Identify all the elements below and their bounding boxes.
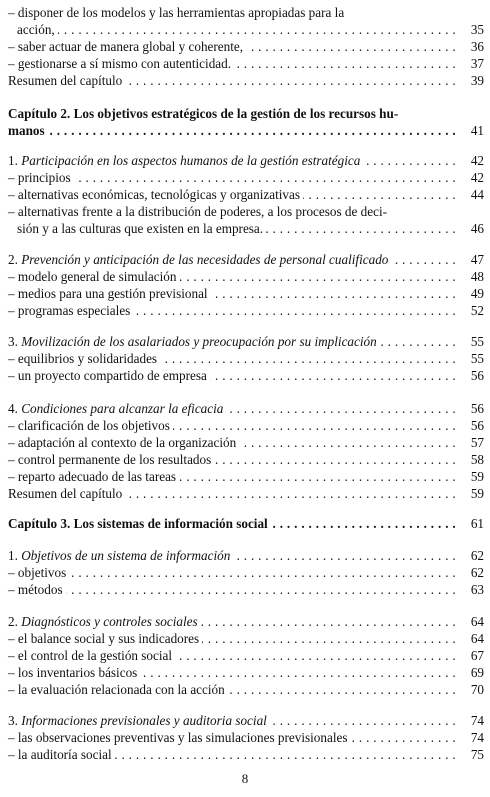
toc-entry-text: – métodos <box>8 581 66 598</box>
toc-page-number: 37 <box>458 55 484 72</box>
toc-entry-text: – alternativas frente a la distribución de poderes, a los procesos de deci- <box>8 203 390 220</box>
toc-page-number: 36 <box>458 38 484 55</box>
toc-entry <box>8 333 484 350</box>
toc-entry-text: – la auditoría social <box>8 746 115 763</box>
toc-entry-line <box>8 302 484 319</box>
toc-page-number: 52 <box>458 302 484 319</box>
toc-page-number: 59 <box>458 485 484 502</box>
toc-entry-line <box>8 681 484 698</box>
toc-entry-text: 3. Informaciones previsionales y auditoria social <box>8 712 270 729</box>
toc-page-number: 62 <box>458 564 484 581</box>
toc-page-number: 39 <box>458 72 484 89</box>
toc-page-number: 58 <box>458 451 484 468</box>
toc-page-number: 61 <box>458 515 484 532</box>
toc-page-number: 70 <box>458 681 484 698</box>
toc-entry <box>8 729 484 746</box>
toc-entry <box>8 169 484 186</box>
toc-entry <box>8 712 484 729</box>
toc-entry-line <box>8 251 484 268</box>
dot-leader <box>8 581 456 598</box>
toc-entry-text: – la evaluación relacionada con la acción <box>8 681 228 698</box>
toc-entry-line <box>8 285 484 302</box>
toc-entry <box>8 367 484 384</box>
toc-entry <box>8 72 484 89</box>
toc-entry-text: – alternativas económicas, tecnológicas y organizativas <box>8 186 303 203</box>
toc-entry <box>8 434 484 451</box>
toc-entry <box>8 647 484 664</box>
toc-entry <box>8 613 484 630</box>
toc-entry-text: manos <box>8 122 48 139</box>
dot-leader <box>8 21 456 38</box>
toc-entry-line <box>8 712 484 729</box>
toc-entry-text: – objetivos <box>8 564 69 581</box>
toc-page-number: 55 <box>458 350 484 367</box>
toc-page-number: 56 <box>458 400 484 417</box>
toc-entry <box>8 547 484 564</box>
toc-entry-text: 3. Movilización de los asalariados y preocupación por su implicación <box>8 333 380 350</box>
toc-entry-text: – adaptación al contexto de la organización <box>8 434 239 451</box>
toc-entry-text: – saber actuar de manera global y coherente, <box>8 38 246 55</box>
toc-page-number: 59 <box>458 468 484 485</box>
toc-entry-line <box>8 400 484 417</box>
toc-entry <box>8 681 484 698</box>
toc-entry-text: – programas especiales <box>8 302 133 319</box>
dot-leader <box>8 564 456 581</box>
toc-entry-line <box>8 515 484 532</box>
toc-entry <box>8 285 484 302</box>
toc-entry-line <box>8 647 484 664</box>
toc-entry <box>8 400 484 417</box>
toc-entry-line <box>8 664 484 681</box>
toc-entry-text: Resumen del capítulo <box>8 72 125 89</box>
toc-entry <box>8 581 484 598</box>
toc-entry-line <box>8 581 484 598</box>
toc-page-number: 75 <box>458 746 484 763</box>
toc-entry-text: – el balance social y sus indicadores <box>8 630 202 647</box>
toc-page-number: 42 <box>458 169 484 186</box>
toc-entry <box>8 152 484 169</box>
toc-entry <box>8 105 484 139</box>
toc-page-number: 46 <box>458 220 484 237</box>
toc-entry-line <box>8 4 484 21</box>
toc-entry-text: – disponer de los modelos y las herramientas apropiadas para la <box>8 4 347 21</box>
toc-entry <box>8 350 484 367</box>
toc-entry <box>8 664 484 681</box>
toc-entry <box>8 186 484 203</box>
toc-entry-text: acción, <box>8 21 58 38</box>
toc-entry-text: 2. Diagnósticos y controles sociales <box>8 613 201 630</box>
toc-entry-line <box>8 333 484 350</box>
toc-entry <box>8 485 484 502</box>
toc-entry-line <box>8 547 484 564</box>
toc-page-number: 62 <box>458 547 484 564</box>
toc-entry-text: – principios <box>8 169 74 186</box>
toc-entry-line <box>8 203 484 220</box>
toc-page-number: 74 <box>458 712 484 729</box>
toc-entry-text: – los inventarios básicos <box>8 664 140 681</box>
toc-entry-text: – equilibrios y solidaridades <box>8 350 160 367</box>
toc-entry-line <box>8 169 484 186</box>
toc-entry-text: – reparto adecuado de las tareas <box>8 468 179 485</box>
toc-entry-line <box>8 451 484 468</box>
toc-entry-text: – medios para una gestión previsional <box>8 285 211 302</box>
toc-page-number: 74 <box>458 729 484 746</box>
toc-entry-line <box>8 468 484 485</box>
toc-entry-text: – clarificación de los objetivos <box>8 417 173 434</box>
toc-entry-line <box>8 746 484 763</box>
toc-entry <box>8 417 484 434</box>
toc-entry <box>8 4 484 38</box>
toc-entry-line <box>8 613 484 630</box>
page-number: 8 <box>241 771 249 786</box>
toc-page-number: 55 <box>458 333 484 350</box>
toc-page-number: 64 <box>458 613 484 630</box>
toc-entry <box>8 203 484 237</box>
dot-leader <box>8 122 456 139</box>
toc-entry <box>8 55 484 72</box>
toc-entry-line <box>8 122 484 139</box>
toc-entry-text: – control permanente de los resultados <box>8 451 214 468</box>
toc-entry <box>8 268 484 285</box>
toc-page-number: 49 <box>458 285 484 302</box>
toc-entry-line <box>8 268 484 285</box>
toc-entry <box>8 515 484 532</box>
toc-entry <box>8 630 484 647</box>
toc-page-number: 35 <box>458 21 484 38</box>
toc-entry-line <box>8 367 484 384</box>
toc-entry <box>8 451 484 468</box>
toc-entry-text: – el control de la gestión social <box>8 647 175 664</box>
toc-entry-line <box>8 55 484 72</box>
toc-page-number: 69 <box>458 664 484 681</box>
toc-entry <box>8 468 484 485</box>
toc-entry-text: Capítulo 2. Los objetivos estratégicos de la gestión de los recursos hu- <box>8 105 401 122</box>
toc-page-number: 56 <box>458 417 484 434</box>
toc-entry-text: – un proyecto compartido de empresa <box>8 367 210 384</box>
toc-page-number: 41 <box>458 122 484 139</box>
toc-entry-line <box>8 152 484 169</box>
dot-leader <box>8 169 456 186</box>
toc-entry <box>8 746 484 763</box>
toc-entry-text: sión y a las culturas que existen en la empresa. <box>8 220 266 237</box>
toc-entry-text: 4. Condiciones para alcanzar la eficacia <box>8 400 226 417</box>
toc-entry <box>8 302 484 319</box>
toc-entry-line <box>8 21 484 38</box>
toc-page-number: 42 <box>458 152 484 169</box>
toc-entry-line <box>8 186 484 203</box>
toc-entry-text: 1. Participación en los aspectos humanos de la gestión estratégica <box>8 152 363 169</box>
toc-page-number: 48 <box>458 268 484 285</box>
toc-page-number: 44 <box>458 186 484 203</box>
toc-entry-text: Capítulo 3. Los sistemas de información social <box>8 515 271 532</box>
toc-page-number: 56 <box>458 367 484 384</box>
toc-entry-line <box>8 564 484 581</box>
toc-entry-text: – gestionarse a sí mismo con autenticidad. <box>8 55 234 72</box>
toc-entry-line <box>8 485 484 502</box>
toc-entry-text: – modelo general de simulación <box>8 268 179 285</box>
toc-entry <box>8 38 484 55</box>
toc-entry-line <box>8 220 484 237</box>
toc-page-number: 64 <box>458 630 484 647</box>
toc-entry-text: Resumen del capítulo <box>8 485 125 502</box>
toc-page-number: 47 <box>458 251 484 268</box>
toc-entry <box>8 251 484 268</box>
toc-page-number: 67 <box>458 647 484 664</box>
toc-page-number: 57 <box>458 434 484 451</box>
toc-entry-text: 2. Prevención y anticipación de las necesidades de personal cualificado <box>8 251 391 268</box>
toc-entry-line <box>8 350 484 367</box>
toc-entry-line <box>8 105 484 122</box>
toc-entry-text: – las observaciones preventivas y las simulaciones previsionales <box>8 729 351 746</box>
toc-entry-line <box>8 630 484 647</box>
toc-entry-line <box>8 72 484 89</box>
toc-page-number: 63 <box>458 581 484 598</box>
toc-entry-line <box>8 417 484 434</box>
toc-entry-line <box>8 38 484 55</box>
toc-entry-text: 1. Objetivos de un sistema de información <box>8 547 233 564</box>
toc-entry-line <box>8 729 484 746</box>
toc-entry <box>8 564 484 581</box>
toc-entry-line <box>8 434 484 451</box>
